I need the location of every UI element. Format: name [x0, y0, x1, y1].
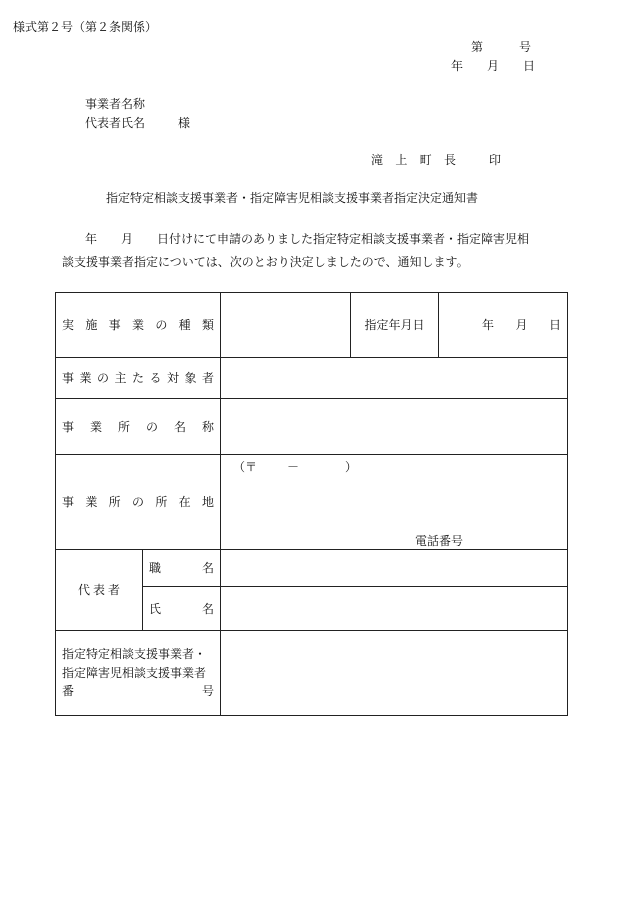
office-name-label: 事 業 所 の 名 称: [56, 399, 221, 455]
office-address-value[interactable]: [221, 455, 568, 550]
issuer-char: 町: [419, 153, 432, 167]
postal-prefix: （〒: [233, 460, 258, 474]
issuer-char: 滝: [371, 153, 384, 167]
designation-date-label: 指定年月日: [351, 293, 439, 358]
postal-suffix: ）: [345, 460, 358, 474]
office-address-label: 事 業 所 の 所 在 地: [56, 455, 221, 550]
target-label: 事 業 の 主 た る 対 象 者: [56, 358, 221, 399]
target-value[interactable]: [221, 358, 568, 399]
issuer-seal: 印: [489, 153, 502, 167]
representative-label: 代 表 者: [56, 550, 143, 631]
designation-form-table: [55, 292, 568, 716]
operator-number-label: 指定特定相談支援事業者・ 指定障害児相談支援事業者 番 号: [56, 631, 221, 716]
designation-date-value[interactable]: 年 月 日: [439, 293, 568, 358]
representative-title-label: 職 名: [143, 550, 221, 587]
recipient-representative-label: 代表者氏名: [85, 116, 146, 130]
document-number: 第 号: [471, 40, 532, 54]
issuer-char: 上: [395, 153, 408, 167]
representative-name-value[interactable]: [221, 587, 568, 631]
postal-dash: －: [287, 460, 300, 474]
phone-label: 電話番号: [415, 534, 464, 548]
issuer-name: [371, 154, 456, 166]
representative-title-value[interactable]: [221, 550, 568, 587]
office-name-value[interactable]: [221, 399, 568, 455]
body-line-1: 年 月 日付けにて申請のありました指定特定相談支援事業者・指定障害児相: [85, 232, 530, 246]
business-type-label: 実 施 事 業 の 種 類: [56, 293, 221, 358]
recipient-honorific: 様: [178, 116, 191, 130]
business-type-value[interactable]: [221, 293, 351, 358]
representative-name-label: 氏 名: [143, 587, 221, 631]
document-title: 指定特定相談支援事業者・指定障害児相談支援事業者指定決定通知書: [106, 191, 479, 205]
document-date: 年 月 日: [451, 59, 536, 73]
body-line-2: 談支援事業者指定については、次のとおり決定しましたので、通知します。: [62, 255, 469, 269]
operator-number-value[interactable]: [221, 631, 568, 716]
recipient-business-name-label: 事業者名称: [85, 97, 146, 111]
form-number: 様式第２号（第２条関係）: [13, 20, 158, 34]
issuer-char: 長: [443, 153, 456, 167]
